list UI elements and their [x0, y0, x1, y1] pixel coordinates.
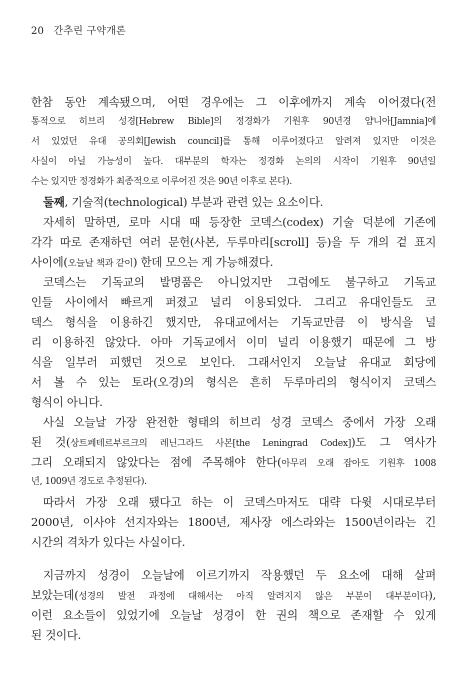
text-line: [31, 112, 436, 132]
inline-note-text: 오늘날 책과 같이: [67, 258, 133, 269]
line-lead-text: 보았는데(: [31, 588, 79, 602]
line-text: 수는 있지만 정경화가 최종적으로 이루어진 것은 90년 이후로 본다).: [31, 176, 292, 187]
body-text: [31, 92, 436, 645]
paragraph: [31, 492, 436, 552]
paragraph: [31, 192, 436, 272]
line-text: 각각 따로 존재하던 여러 문헌(사본, 두루마리[scroll] 등)을 두 개의 겉 표지: [31, 235, 436, 249]
line-text: ) 한데 모으는 게 가능해졌다.: [132, 255, 274, 269]
line-text: 자세히 말하면, 로마 시대 때 등장한 코덱스(codex) 기술 덕분에 기존에: [43, 215, 436, 229]
text-line: [31, 252, 436, 272]
emphasis-text: 둘째: [43, 195, 65, 209]
line-text: , 기술적(technological) 부분과 관련 있는 요소이다.: [64, 195, 324, 209]
inline-note-text: 성경의 발전 과정에 대해서는 아직 알려지지 않은 부분이 대부분이다: [78, 591, 429, 602]
paragraph: [31, 92, 436, 192]
text-line: [31, 152, 436, 172]
line-text: 서 있었던 유대 공의회[Jewish council]를 통해 이루어졌다고 알려져 있지만 이것은: [31, 136, 436, 147]
line-text: 년, 1009년 경도로 추정된다).: [31, 476, 147, 487]
text-line: [31, 352, 436, 372]
line-text: 한참 동안 계속됐으며, 어떤 경우에는 그 이후에까지 계속 이어졌다(전: [31, 95, 436, 109]
text-line: [31, 565, 436, 585]
line-text: 지금까지 성경이 오늘날에 이르기까지 작용했던 두 요소에 대해 살펴: [43, 568, 436, 582]
line-text: 이런 요소들이 있었기에 오늘날 성경이 한 권의 책으로 존재할 수 있게: [31, 608, 436, 622]
text-line: [31, 372, 436, 392]
text-line: [31, 472, 436, 492]
line-text: 식을 일부러 피했던 것으로 보인다. 그래서인지 오늘날 유대교 회당에: [31, 355, 436, 369]
running-header: [31, 22, 126, 37]
text-line: [31, 292, 436, 312]
line-text: 된 것이다.: [31, 628, 82, 642]
line-text: 따라서 가장 오래 됐다고 하는 이 코덱스마저도 대략 다윗 시대로부터: [43, 495, 436, 509]
line-lead-text: 그리 오래되지 않았다는 점에 주목해야 한다(: [31, 455, 282, 469]
text-line: [31, 412, 436, 432]
page-number: 20: [31, 26, 45, 37]
text-line: [31, 332, 436, 352]
text-line: [31, 392, 436, 412]
line-text: 통적으로 히브리 성경[Hebrew Bible]의 정경화가 기원후 90년경 얌니아[Jamnia]에: [31, 116, 436, 127]
line-lead-text: 된 것(: [31, 435, 71, 449]
paragraph: [31, 565, 436, 645]
line-text: 시간의 격차가 있다는 사실이다.: [31, 535, 186, 549]
text-line: [31, 272, 436, 292]
line-text: 사실 오늘날 가장 완전한 형태의 히브리 성경 코덱스 중에서 가장 오래: [43, 415, 436, 429]
line-text: ),: [428, 588, 436, 602]
paragraph-gap: [31, 552, 436, 565]
inline-note-text: 상트페테르부르크의 레닌그라드 사본[the Leningrad Codex]: [70, 438, 352, 449]
line-text: 사실이 아닐 가능성이 높다. 대부분의 학자는 정경화 논의의 시작이 기원후 90년일: [31, 156, 436, 167]
running-title: 간추린 구약개론: [53, 26, 126, 37]
line-text: 리 이용하진 않았다. 아마 기독교에서 이미 널리 이용했기 때문에 그 방: [31, 335, 436, 349]
text-line: [31, 532, 436, 552]
line-text: )도 그 역사가: [351, 435, 436, 449]
line-lead-text: 사이에(: [31, 255, 68, 269]
line-text: 덱스 형식을 이용하긴 했지만, 유대교에서는 기독교만큼 이 방식을 널: [31, 315, 436, 329]
line-text: 형식이 아니다.: [31, 395, 103, 409]
text-line: [31, 585, 436, 605]
text-line: [31, 312, 436, 332]
text-line: [31, 232, 436, 252]
line-text: 2000년, 이사야 선지자와는 1800년, 제사장 에스라와는 1500년이라는 긴: [31, 515, 436, 529]
text-line: [31, 492, 436, 512]
text-line: [31, 625, 436, 645]
text-line: [31, 92, 436, 112]
line-text: 코덱스는 기독교의 발명품은 아니었지만 그럼에도 불구하고 기독교: [43, 275, 436, 289]
inline-note-text: 아무리 오래 잡아도 기원후 1008: [281, 458, 436, 469]
text-line: [31, 605, 436, 625]
text-line: [31, 512, 436, 532]
text-line: [31, 192, 436, 212]
paragraph: [31, 272, 436, 412]
text-line: [31, 452, 436, 472]
text-line: [31, 212, 436, 232]
line-text: 인들 사이에서 빠르게 퍼졌고 널리 이용되었다. 그리고 유대인들도 코: [31, 295, 436, 309]
paragraph: [31, 412, 436, 492]
text-line: [31, 132, 436, 152]
text-line: [31, 432, 436, 452]
line-text: 서 볼 수 있는 토라(오경)의 형식은 흔히 두루마리의 형식이지 코덱스: [31, 375, 436, 389]
text-line: [31, 172, 436, 192]
